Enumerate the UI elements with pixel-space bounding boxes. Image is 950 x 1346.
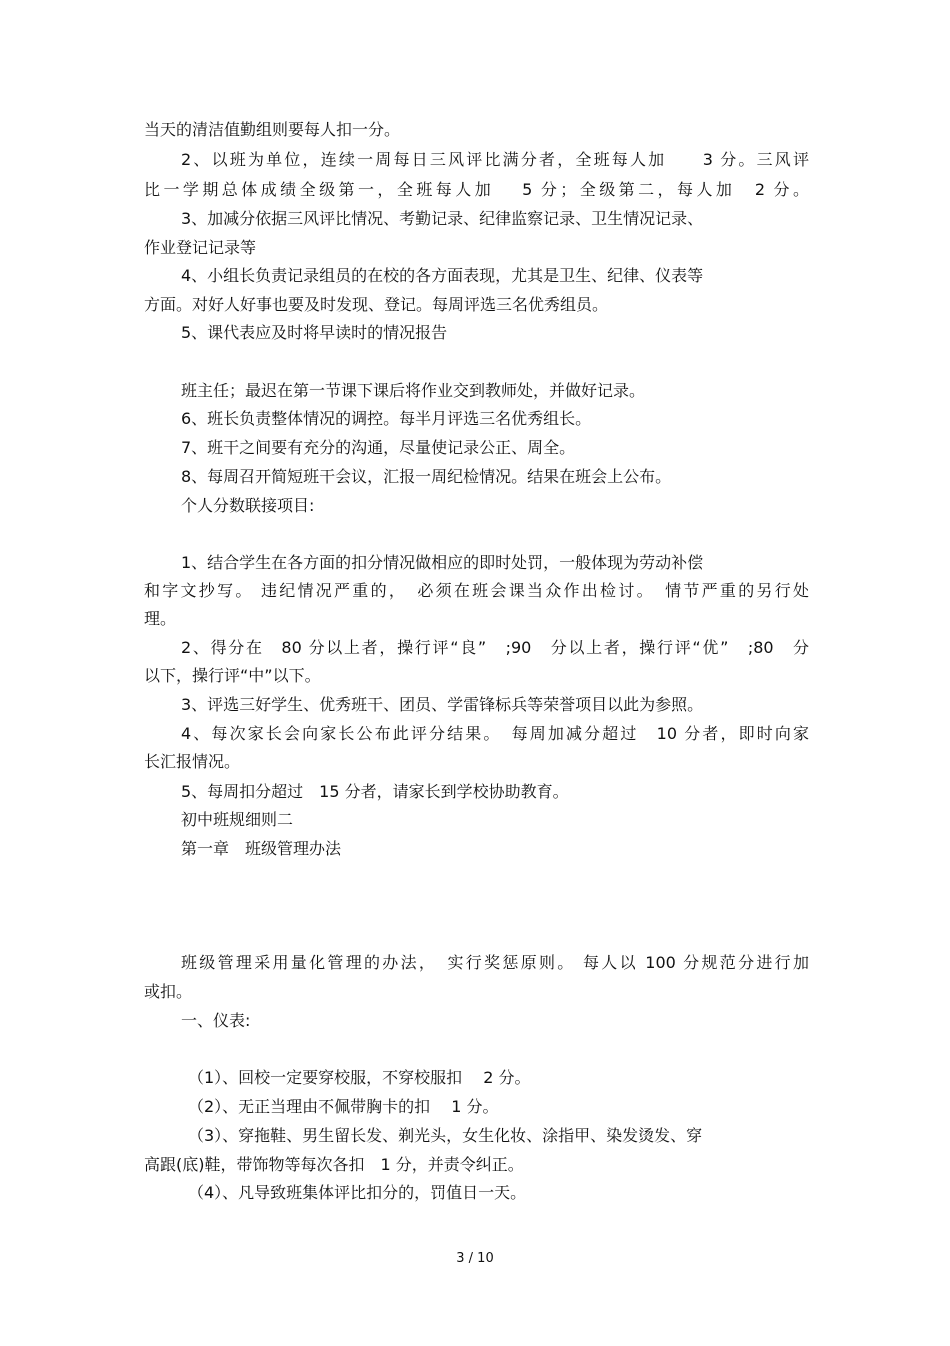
text-line: 3、评选三好学生、优秀班干、团员、学雷锋标兵等荣誉项目以此为参照。 — [181, 695, 704, 714]
text-line: 班主任；最迟在第一节课下课后将作业交到教师处，并做好记录。 — [181, 381, 646, 400]
text-line: 和字文抄写。 违纪情况严重的， 必须在班会课当众作出检讨。 情节严重的另行处 — [144, 581, 809, 600]
text-line: 第一章 班级管理办法 — [181, 839, 342, 858]
text-line: 1、结合学生在各方面的扣分情况做相应的即时处罚，一般体现为劳动补偿 — [181, 553, 704, 572]
text-line: 理。 — [144, 609, 177, 628]
text-line: 6、班长负责整体情况的调控。每半月评选三名优秀组长。 — [181, 409, 592, 428]
text-line: 当天的清洁值勤组则要每人扣一分。 — [144, 120, 401, 139]
text-line: 以下，操行评“中”以下。 — [144, 666, 321, 685]
text-line: （2）、无正当理由不佩带胸卡的扣 1 分。 — [188, 1097, 499, 1116]
text-line: 8、每周召开简短班干会议，汇报一周纪检情况。结果在班会上公布。 — [181, 467, 672, 486]
text-line: 7、班干之间要有充分的沟通，尽量使记录公正、周全。 — [181, 438, 576, 457]
text-line: 一、仪表: — [181, 1011, 251, 1030]
text-line: 方面。对好人好事也要及时发现、登记。每周评选三名优秀组员。 — [144, 295, 609, 314]
text-line: 作业登记记录等 — [144, 238, 257, 257]
text-line: 长汇报情况。 — [144, 752, 241, 771]
text-line: （1）、回校一定要穿校服，不穿校服扣 2 分。 — [188, 1068, 531, 1087]
text-line: 2、以班为单位，连续一周每日三风评比满分者，全班每人加 3 分。三风评 — [181, 150, 809, 169]
text-line: 2、得分在 80 分以上者，操行评“良” ;90 分以上者，操行评“优” ;80 分 — [181, 638, 809, 657]
text-line: 或扣。 — [144, 982, 193, 1001]
text-line: 高跟(底)鞋，带饰物等每次各扣 1 分，并责令纠正。 — [144, 1155, 524, 1174]
text-line: 比一学期总体成绩全级第一，全班每人加 5 分；全级第二，每人加 2 分。 — [144, 180, 809, 199]
text-line: （4）、凡导致班集体评比扣分的，罚值日一天。 — [188, 1183, 527, 1202]
text-line: 3、加减分依据三风评比情况、考勤记录、纪律监察记录、卫生情况记录、 — [181, 209, 704, 228]
text-line: 初中班规细则二 — [181, 810, 294, 829]
text-line: 个人分数联接项目: — [181, 496, 315, 515]
page-number: 3 / 10 — [456, 1251, 494, 1266]
text-line: 5、每周扣分超过 15 分者，请家长到学校协助教育。 — [181, 782, 569, 801]
text-line: 4、每次家长会向家长公布此评分结果。 每周加减分超过 10 分者，即时向家 — [181, 724, 809, 743]
text-line: 班级管理采用量化管理的办法， 实行奖惩原则。 每人以 100 分规范分进行加 — [181, 953, 809, 972]
text-line: 5、课代表应及时将早读时的情况报告 — [181, 323, 448, 342]
text-line: 4、小组长负责记录组员的在校的各方面表现，尤其是卫生、纪律、仪表等 — [181, 266, 704, 285]
text-line: （3）、穿拖鞋、男生留长发、剃光头，女生化妆、涂指甲、染发烫发、穿 — [188, 1126, 703, 1145]
